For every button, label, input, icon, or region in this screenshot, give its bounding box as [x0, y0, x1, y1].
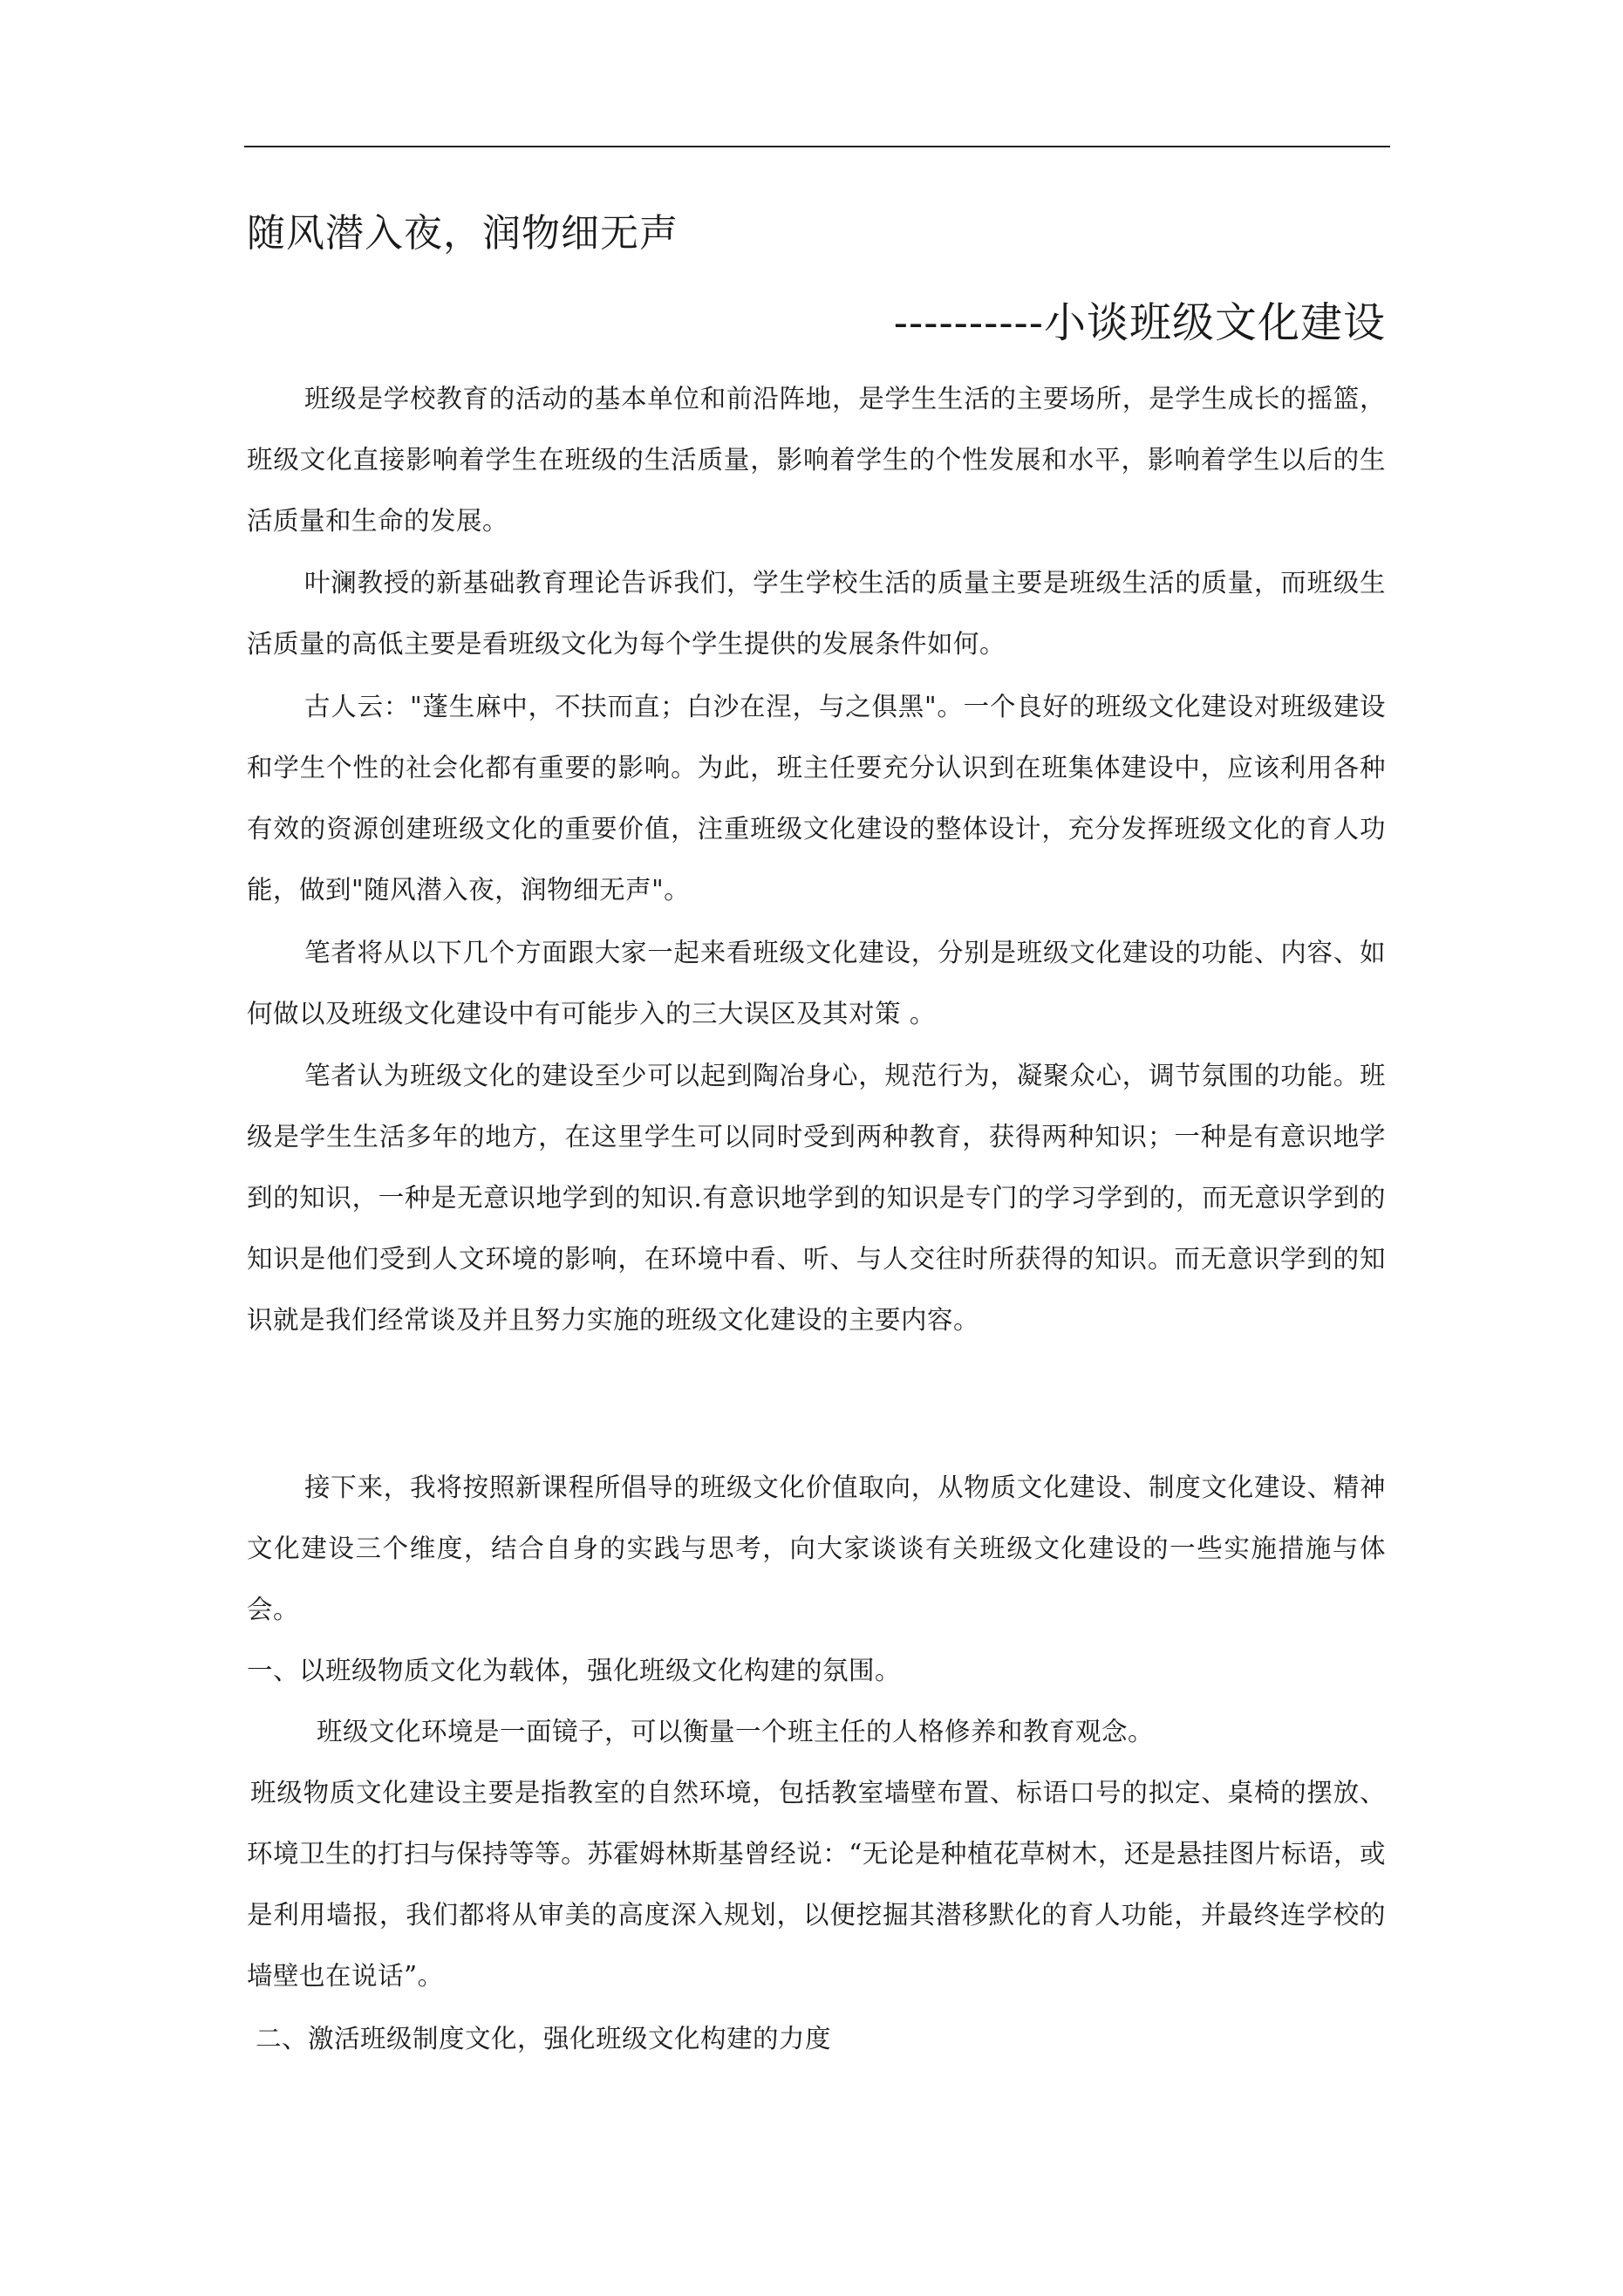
header-rule	[244, 146, 1390, 147]
paragraph-ye-lan: 叶澜教授的新基础教育理论告诉我们，学生学校生活的质量主要是班级生活的质量，而班级生活质量的高低主要是看班级文化为每个学生提供的发展条件如何。	[247, 568, 1386, 659]
section-heading-2: 二、激活班级制度文化，强化班级文化构建的力度	[256, 2024, 832, 2053]
paragraph-intro: 班级是学校教育的活动的基本单位和前沿阵地，是学生生活的主要场所，是学生成长的摇篮，班级文化直接影响着学生在班级的生活质量，影响着学生的个性发展和水平，影响着学生以后的生活质量和生命的发展。	[247, 384, 1386, 536]
section-heading-1: 一、以班级物质文化为载体，强化班级文化构建的氛围。	[247, 1656, 902, 1685]
paragraph-functions: 笔者认为班级文化的建设至少可以起到陶冶身心，规范行为，凝聚众心，调节氛围的功能。班级是学生生活多年的地方，在这里学生可以同时受到两种教育，获得两种知识；一种是有意识地学到的知识，一种是无意识地学到的知识.有意识地学到的知识是专门的学习学到的，而无意识学到的知识是他们受到人文环境的影响，在环境中看、听、与人交往时所获得的知识。而无意识学到的知识就是我们经常谈及并且努力实施的班级文化建设的主要内容。	[247, 1061, 1386, 1335]
paragraph-overview: 笔者将从以下几个方面跟大家一起来看班级文化建设，分别是班级文化建设的功能、内容、如何做以及班级文化建设中有可能步入的三大误区及其对策 。	[247, 938, 1386, 1028]
document-title: 随风潜入夜，润物细无声	[247, 211, 679, 256]
document-subtitle: ----------小谈班级文化建设	[893, 298, 1386, 347]
paragraph-ancient-saying: 古人云："蓬生麻中，不扶而直；白沙在涅，与之俱黑"。一个良好的班级文化建设对班级建设和学生个性的社会化都有重要的影响。为此，班主任要充分认识到在班集体建设中，应该利用各种有效的资源创建班级文化的重要价值，注重班级文化建设的整体设计，充分发挥班级文化的育人功能，做到"随风潜入夜，润物细无声"。	[247, 692, 1386, 905]
section1-lead: 班级文化环境是一面镜子，可以衡量一个班主任的人格修养和教育观念。	[317, 1717, 1155, 1746]
paragraph-dimensions: 接下来，我将按照新课程所倡导的班级文化价值取向，从物质文化建设、制度文化建设、精神文化建设三个维度，结合自身的实践与思考，向大家谈谈有关班级文化建设的一些实施措施与体会。	[247, 1473, 1386, 1624]
section1-body: 班级物质文化建设主要是指教室的自然环境，包括教室墙壁布置、标语口号的拟定、桌椅的摆放、环境卫生的打扫与保持等等。苏霍姆林斯基曾经说：“无论是种植花草树木，还是悬挂图片标语，或是利用墙报，我们都将从审美的高度深入规划，以便挖掘其潜移默化的育人功能，并最终连学校的墙壁也在说话”。	[247, 1778, 1386, 1991]
